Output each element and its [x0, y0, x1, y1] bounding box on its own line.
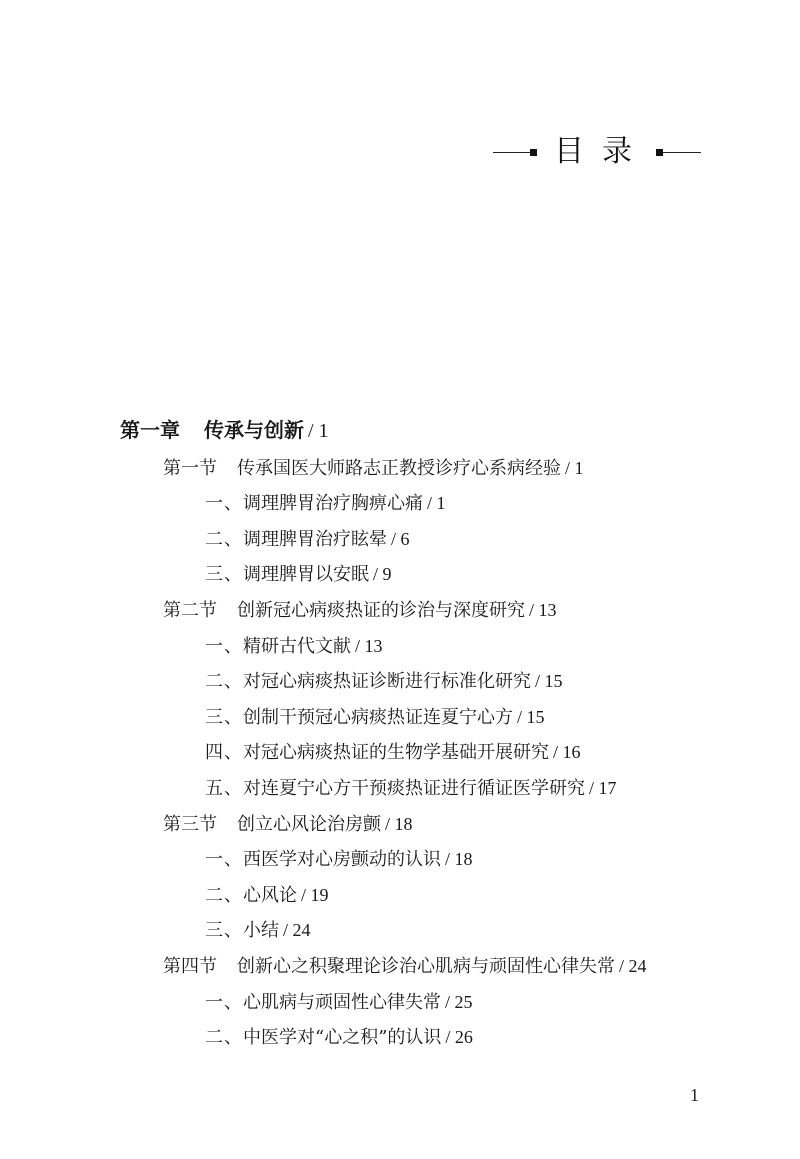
item-label: 一、: [205, 636, 243, 657]
item-title: 小结: [243, 920, 279, 941]
chapter-page: / 1: [308, 420, 329, 442]
section-label: 第二节: [163, 600, 217, 621]
item-page: / 17: [589, 778, 617, 798]
toc-section-1[interactable]: [163, 453, 584, 483]
item-title: 对连夏宁心方干预痰热证进行循证医学研究: [243, 778, 585, 799]
item-label: 四、: [205, 742, 243, 763]
page-number: 1: [690, 1085, 699, 1105]
toc-section-2[interactable]: [163, 595, 557, 625]
item-title: 对冠心病痰热证的生物学基础开展研究: [243, 742, 549, 763]
item-label: 二、: [205, 885, 243, 906]
item-title: 精研古代文献: [243, 636, 351, 657]
item-page: / 9: [373, 564, 392, 584]
section-title: 创新冠心病痰热证的诊治与深度研究: [237, 600, 525, 621]
item-title: 心风论: [243, 885, 297, 906]
section-title: 创立心风论治房颤: [237, 814, 381, 835]
item-label: 二、: [205, 1027, 243, 1048]
item-page: / 15: [535, 671, 563, 691]
toc-item[interactable]: [205, 524, 410, 554]
item-label: 二、: [205, 529, 243, 550]
item-title: 调理脾胃治疗眩晕: [243, 529, 387, 550]
item-label: 一、: [205, 849, 243, 870]
section-page: / 18: [385, 814, 413, 834]
item-page: / 16: [553, 742, 581, 762]
item-title: 调理脾胃以安眠: [243, 564, 369, 585]
item-label: 三、: [205, 920, 243, 941]
toc-heading: [0, 133, 800, 173]
item-title: 创制干预冠心病痰热证连夏宁心方: [243, 707, 513, 728]
heading-rule-left: [493, 152, 530, 153]
toc-item[interactable]: [205, 844, 473, 874]
item-page: / 25: [445, 992, 473, 1012]
item-page: / 1: [427, 493, 446, 513]
section-label: 第四节: [163, 956, 217, 977]
chapter-label: 第一章: [120, 418, 180, 442]
item-label: 一、: [205, 992, 243, 1013]
item-page: / 19: [301, 885, 329, 905]
toc-item[interactable]: [205, 702, 545, 732]
section-page: / 13: [529, 600, 557, 620]
toc-item[interactable]: [205, 915, 311, 945]
toc-item[interactable]: [205, 1022, 473, 1052]
toc-item[interactable]: [205, 488, 446, 518]
item-title: 对冠心病痰热证诊断进行标准化研究: [243, 671, 531, 692]
toc-item[interactable]: [205, 631, 383, 661]
item-page: / 13: [355, 636, 383, 656]
item-page: / 24: [283, 920, 311, 940]
toc-section-4[interactable]: [163, 951, 647, 981]
chapter-title: 传承与创新: [204, 418, 304, 442]
heading-rule-right: [663, 152, 701, 153]
item-label: 三、: [205, 564, 243, 585]
item-page: / 26: [445, 1027, 473, 1047]
toc-item[interactable]: [205, 737, 581, 767]
toc-section-3[interactable]: [163, 809, 413, 839]
item-page: / 15: [517, 707, 545, 727]
item-title: 调理脾胃治疗胸痹心痛: [243, 493, 423, 514]
toc-item[interactable]: [205, 987, 473, 1017]
item-page: / 18: [445, 849, 473, 869]
toc-item[interactable]: [205, 666, 563, 696]
item-title: 西医学对心房颤动的认识: [243, 849, 441, 870]
toc-item[interactable]: [205, 559, 392, 589]
section-page: / 24: [619, 956, 647, 976]
section-label: 第一节: [163, 458, 217, 479]
item-label: 一、: [205, 493, 243, 514]
toc-item[interactable]: [205, 773, 617, 803]
page-title: 目录: [554, 134, 650, 169]
section-page: / 1: [565, 458, 584, 478]
item-label: 五、: [205, 778, 243, 799]
item-label: 三、: [205, 707, 243, 728]
heading-dot-left: [530, 149, 537, 156]
toc-item[interactable]: [205, 880, 329, 910]
item-page: / 6: [391, 529, 410, 549]
heading-dot-right: [656, 149, 663, 156]
section-label: 第三节: [163, 814, 217, 835]
section-title: 创新心之积聚理论诊治心肌病与顽固性心律失常: [237, 956, 615, 977]
item-title: 心肌病与顽固性心律失常: [243, 992, 441, 1013]
item-label: 二、: [205, 671, 243, 692]
toc-chapter-1[interactable]: [120, 415, 329, 445]
item-title: 中医学对“心之积”的认识: [243, 1027, 442, 1048]
section-title: 传承国医大师路志正教授诊疗心系病经验: [237, 458, 561, 479]
